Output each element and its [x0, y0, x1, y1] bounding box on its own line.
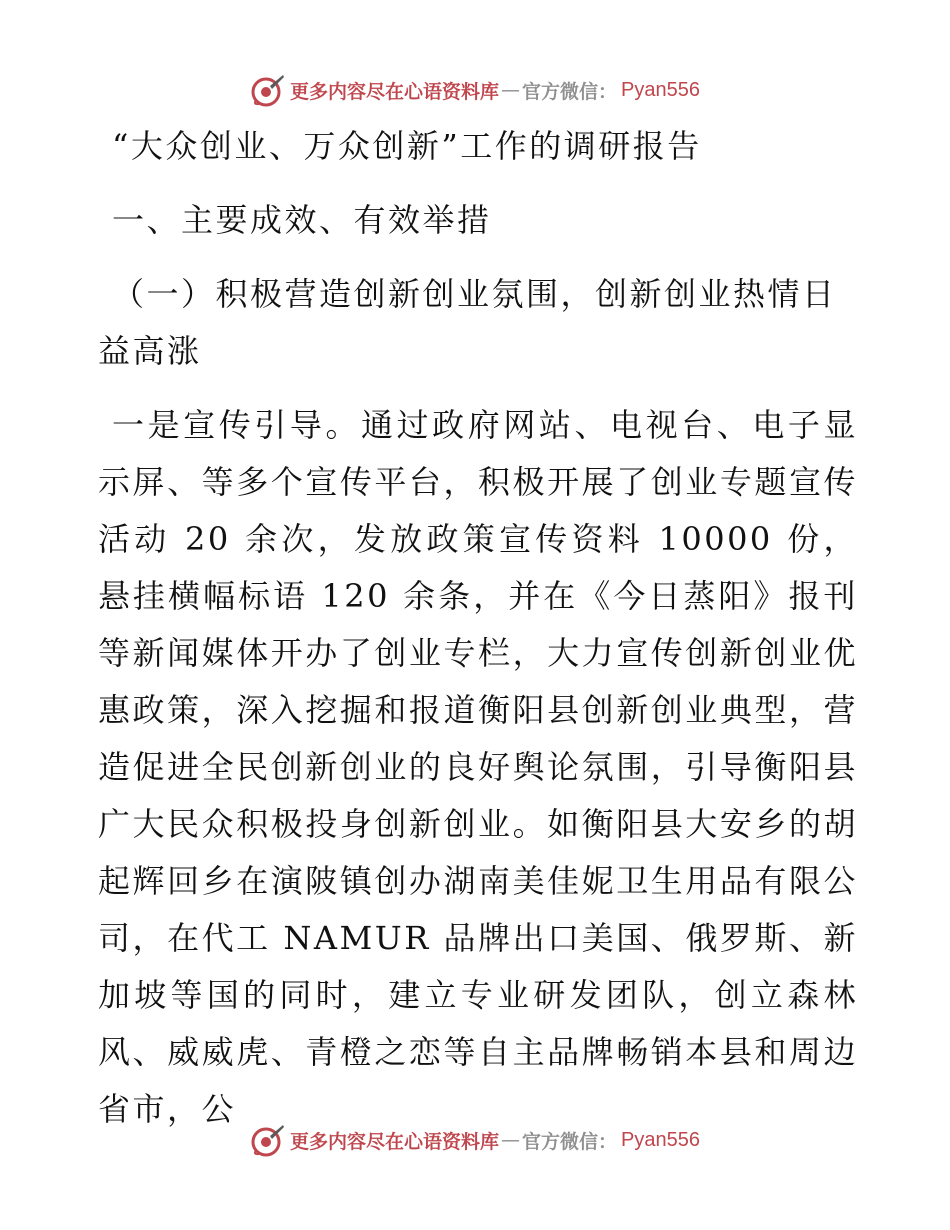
watermark-label: 官方微信： — [522, 1130, 618, 1153]
watermark-dash: — — [501, 1129, 521, 1151]
watermark-text: 更多内容尽在心语资料库 — [290, 1130, 500, 1153]
brush-logo-icon — [250, 1122, 286, 1158]
brush-logo-icon — [250, 72, 286, 108]
watermark-footer — [0, 1120, 950, 1160]
watermark-wechat-id: Pyan556 — [621, 78, 700, 101]
watermark-label: 官方微信： — [522, 80, 618, 103]
watermark-text: 更多内容尽在心语资料库 — [290, 80, 500, 103]
watermark-wechat-id: Pyan556 — [621, 1128, 700, 1151]
body-paragraph: 一是宣传引导。通过政府网站、电视台、电子显示屏、等多个宣传平台，积极开展了创业专题宣传活动 20 余次，发放政策宣传资料 10000 份，悬挂横幅标语 120 余条，并在《今日蒸阳》报刊等新闻媒体开办了创业专栏，大力宣传创新创业优惠政策，深入挖掘和报道衡阳县创新创业典型，营造促进全民创新创业的良好舆论氛围，引导衡阳县广大民众积极投身创新创业。如衡阳县大安乡的胡起辉回乡在演陂镇创办湖南美佳妮卫生用品有限公司，在代工 NAMUR 品牌出口美国、俄罗斯、新加坡等国的同时，建立专业研发团队，创立森林风、威威虎、青橙之恋等自主品牌畅销本县和周边省市，公 — [98, 406, 858, 1128]
document-title: “大众创业、万众创新”工作的调研报告 — [112, 127, 702, 165]
watermark-dash: — — [501, 79, 521, 101]
subsection-heading: （一）积极营造创新创业氛围，创新创业热情日益高涨 — [98, 275, 837, 370]
section-heading: 一、主要成效、有效举措 — [112, 201, 492, 239]
document-body — [98, 118, 858, 1138]
watermark-header — [0, 70, 950, 110]
